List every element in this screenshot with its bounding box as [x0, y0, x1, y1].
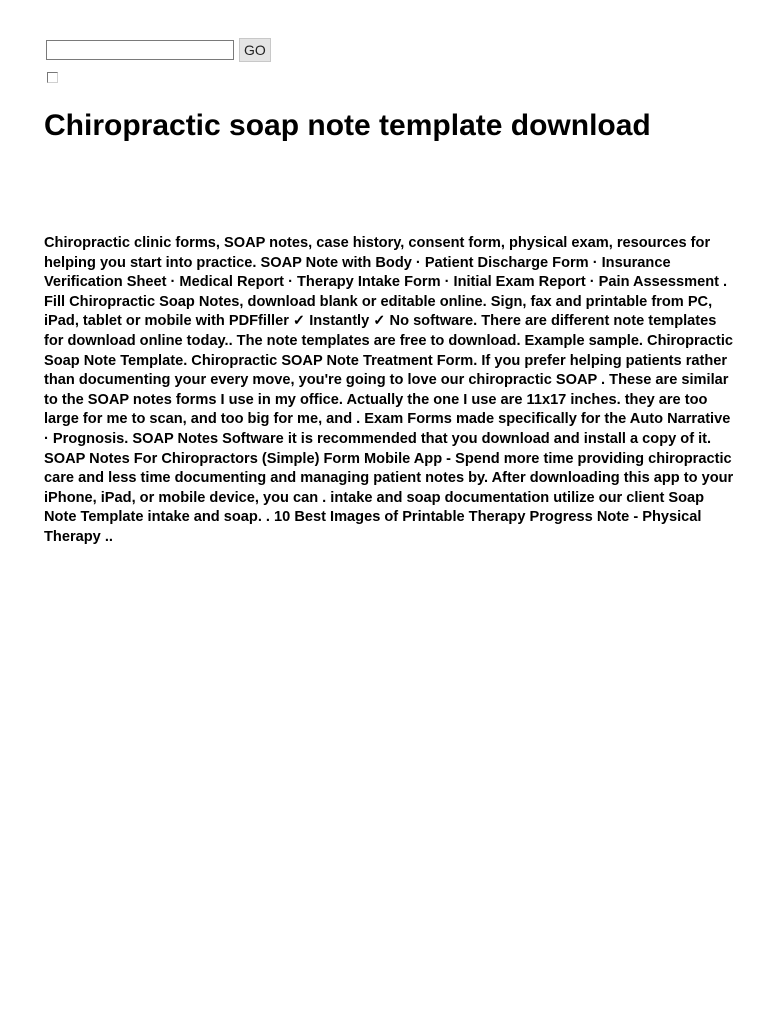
search-input[interactable]: [46, 40, 234, 60]
article-body: Chiropractic clinic forms, SOAP notes, case history, consent form, physical exam, resources for helping you start into practice. SOAP Note with Body · Patient Discharge Form · Insurance Verification Sheet · Medical Report · Therapy Intake Form · Initial Exam Report · Pain Assessment . Fill Chiropractic Soap Notes, download blank or editable online. Sign, fax and printable from PC, iPad, tablet or mobile with PDFfiller ✓ Instantly ✓ No software. There are different note templates for download online today.. The note templates are free to download. Example sample. Chiropractic Soap Note Template. Chiropractic SOAP Note Treatment Form. If you prefer helping patients rather than documenting your every move, you're going to love our chiropractic SOAP . These are similar to the SOAP notes forms I use in my office. Actually the one I use are 11x17 inches. they are too large for me to scan, and too big for me, and . Exam Forms made specifically for the Auto Narrative · Prognosis. SOAP Notes Software it is recommended that you download and install a copy of it. SOAP Notes For Chiropractors (Simple) Form Mobile App - Spend more time providing chiropractic care and less time documenting and managing patient notes by. After downloading this app to your iPhone, iPad, or mobile device, you can . intake and soap documentation utilize our client Soap Note Template intake and soap. . 10 Best Images of Printable Therapy Progress Note - Physical Therapy ..: [44, 235, 734, 545]
checkbox[interactable]: [47, 72, 58, 83]
go-button[interactable]: GO: [239, 38, 271, 62]
page-title: Chiropractic soap note template download: [44, 109, 651, 142]
search-bar: [46, 38, 271, 62]
